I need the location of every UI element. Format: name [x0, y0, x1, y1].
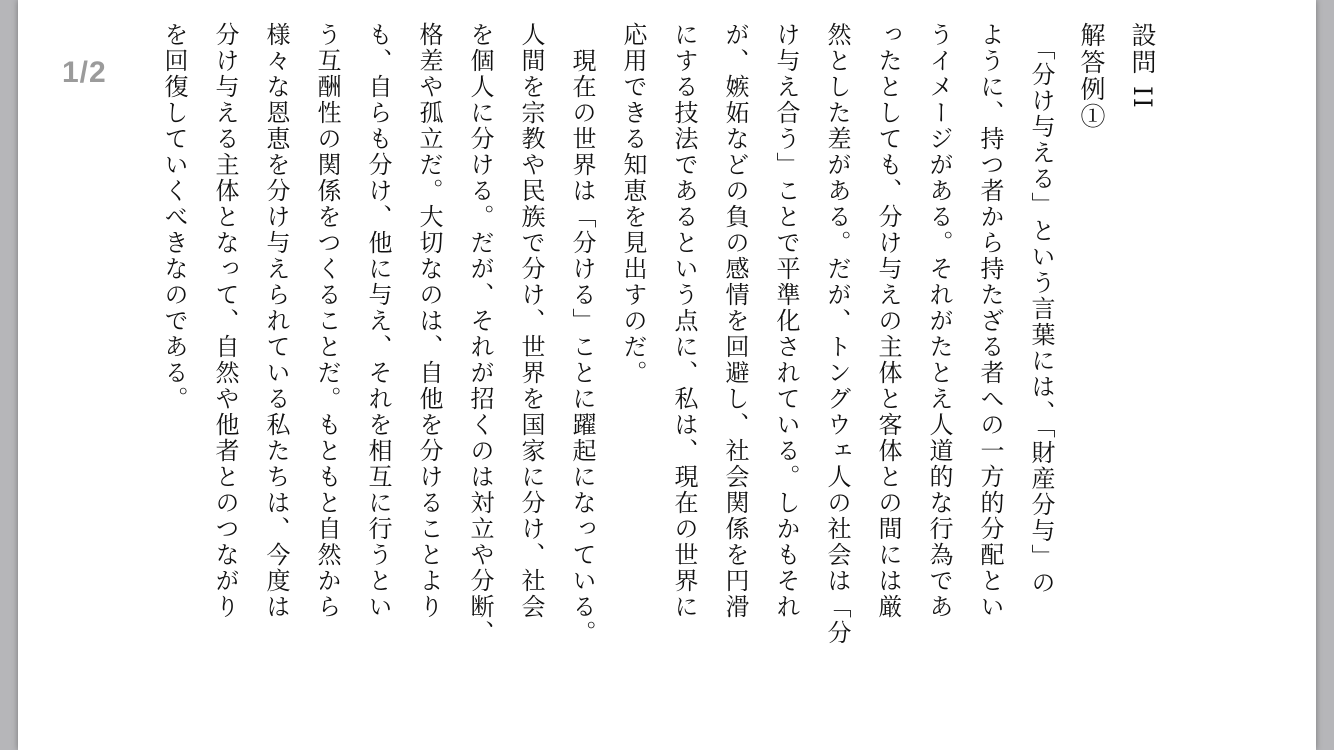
question-heading: 設問 II [1128, 22, 1157, 110]
document-page [18, 0, 1316, 750]
text-line: が、嫉妬などの負の感情を回避し、社会関係を円滑 [721, 22, 749, 620]
text-line: を個人に分ける。だが、それが招くのは対立や分断、 [466, 22, 494, 646]
text-line: を回復していくべきなのである。 [160, 22, 188, 412]
text-line: 「分け与える」という言葉には、「財産分与」の [1027, 22, 1055, 596]
text-line: にする技法であるという点に、私は、現在の世界に [670, 22, 698, 620]
text-line: も、自らも分け、他に与え、それを相互に行うとい [364, 22, 392, 620]
text-line: うイメージがある。それがたとえ人道的な行為であ [925, 22, 953, 620]
text-line: 然とした差がある。だが、トングウェ人の社会は「分 [823, 22, 851, 646]
text-line: ったとしても、分け与えの主体と客体との間には厳 [874, 22, 902, 620]
page-indicator: 1/2 [62, 56, 107, 89]
text-line: う互酬性の関係をつくることだ。もともと自然から [313, 22, 341, 620]
text-line: 現在の世界は「分ける」ことに躍起になっている。 [568, 22, 596, 646]
text-line: 格差や孤立だ。大切なのは、自他を分けることより [415, 22, 443, 620]
text-line: 応用できる知恵を見出すのだ。 [619, 22, 647, 386]
vertical-text-body [148, 22, 1168, 712]
answer-heading: 解答例① [1077, 22, 1106, 130]
text-line: け与え合う」ことで平準化されている。しかもそれ [772, 22, 800, 620]
text-line: 人間を宗教や民族で分け、世界を国家に分け、社会 [517, 22, 545, 620]
text-line: ように、持つ者から持たざる者への一方的分配とい [976, 22, 1004, 620]
text-line: 分け与える主体となって、自然や他者とのつながり [211, 22, 239, 620]
text-line: 様々な恩恵を分け与えられている私たちは、今度は [262, 22, 290, 620]
